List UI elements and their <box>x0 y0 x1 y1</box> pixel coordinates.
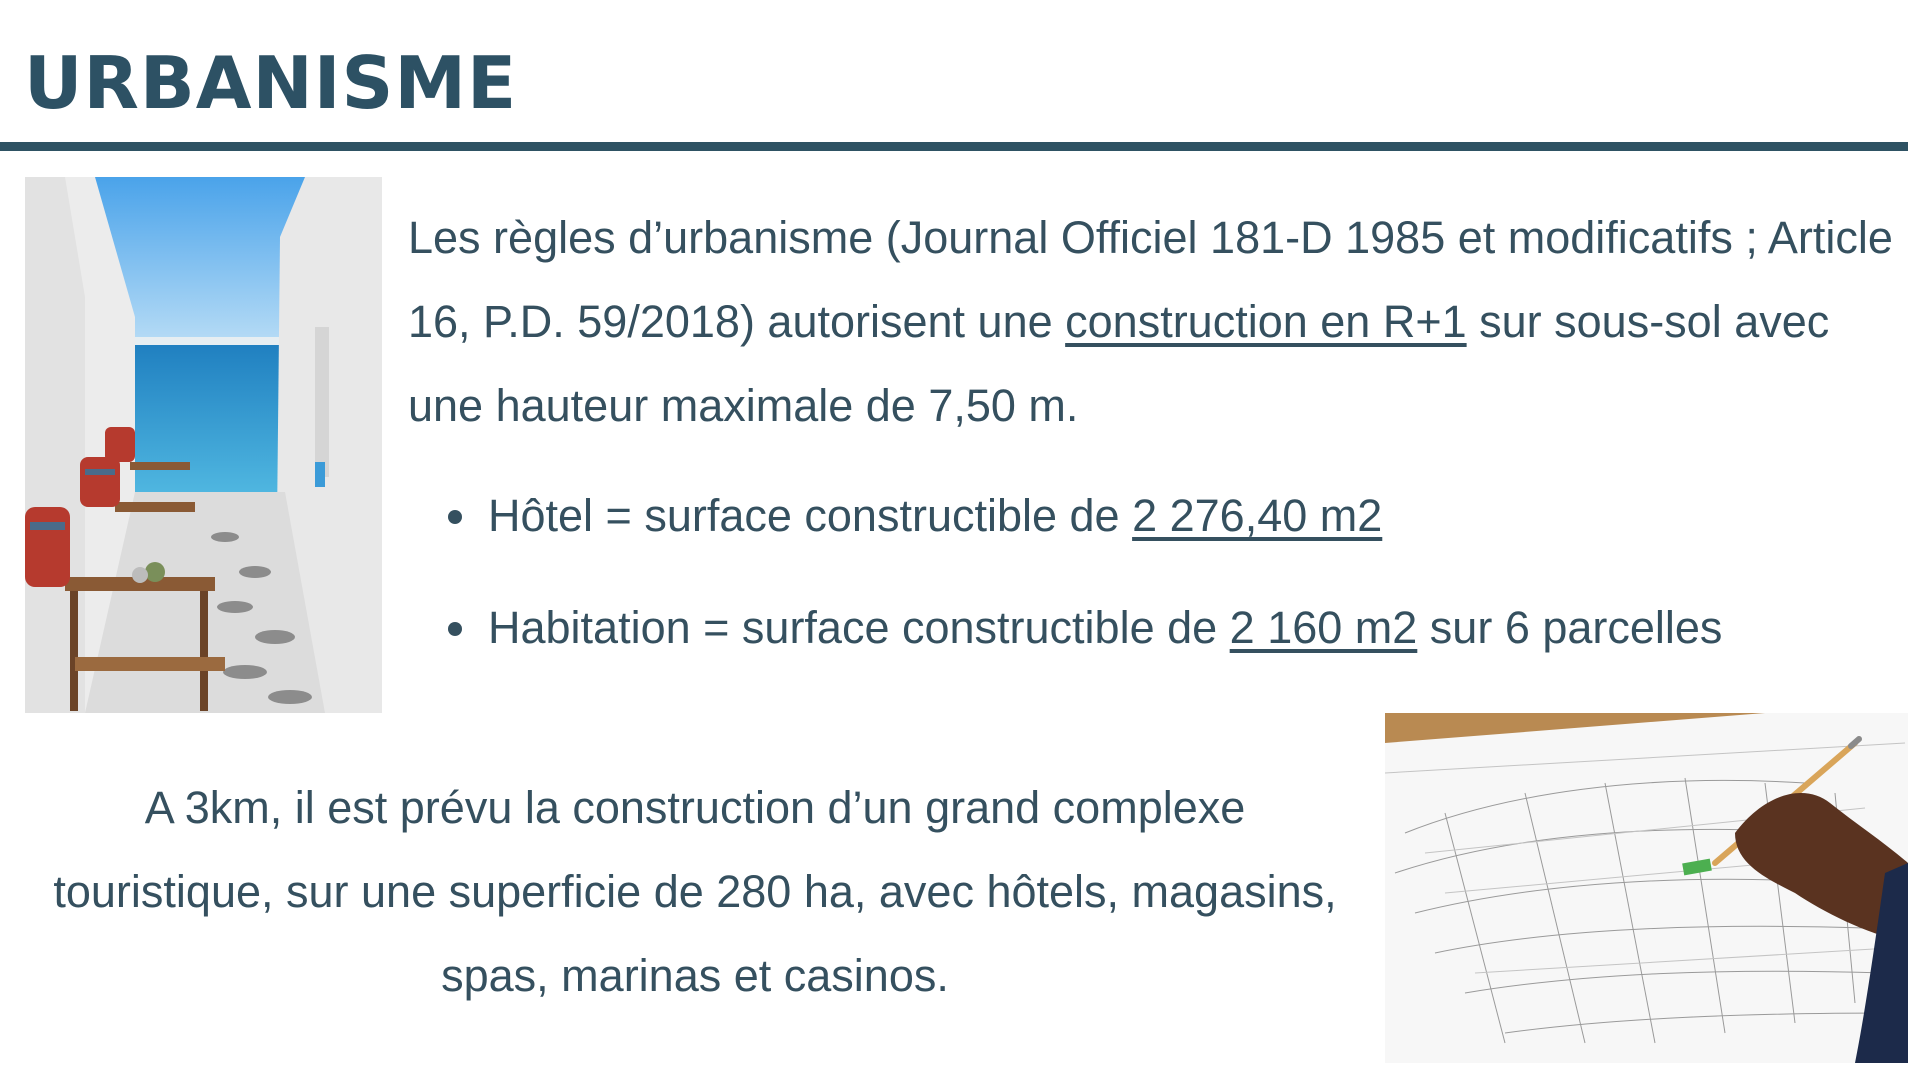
list-item-habitation <box>448 584 1888 696</box>
bullet-text: Hôtel = surface constructible de <box>488 490 1133 541</box>
habitation-area-value[interactable]: 2 160 m2 <box>1229 602 1418 653</box>
paragraph-text-2: sur sous-sol avec une hauteur maximale de 7,50 m. <box>408 296 1830 431</box>
bullet-text: Habitation = surface constructible de <box>488 602 1230 653</box>
slide-title: URBANISME <box>24 41 518 125</box>
title-divider <box>0 142 1908 151</box>
tourist-complex-note: A 3km, il est prévu la construction d’un grand complexe touristique, sur une superficie de 280 ha, avec hôtels, magasins, spas, marinas et casinos. <box>53 782 1337 1001</box>
construction-r1-link[interactable]: construction en R+1 <box>1065 296 1467 347</box>
bullet-icon <box>448 622 462 636</box>
buildable-area-list <box>448 472 1888 696</box>
list-item-hotel <box>448 472 1888 584</box>
alley-sea-photo <box>25 177 382 713</box>
bullet-suffix: sur 6 parcelles <box>1417 602 1723 653</box>
urban-plan-photo <box>1385 713 1908 1063</box>
paragraph-text-1: Les règles d’urbanisme (Journal Officiel 181-D 1985 et modificatifs ; Article 16, P.D. 59/2018) autorisent une <box>408 212 1893 347</box>
bullet-icon <box>448 510 462 524</box>
urbanism-rules-paragraph <box>408 196 1908 448</box>
hotel-area-value[interactable]: 2 276,40 m2 <box>1132 490 1383 541</box>
